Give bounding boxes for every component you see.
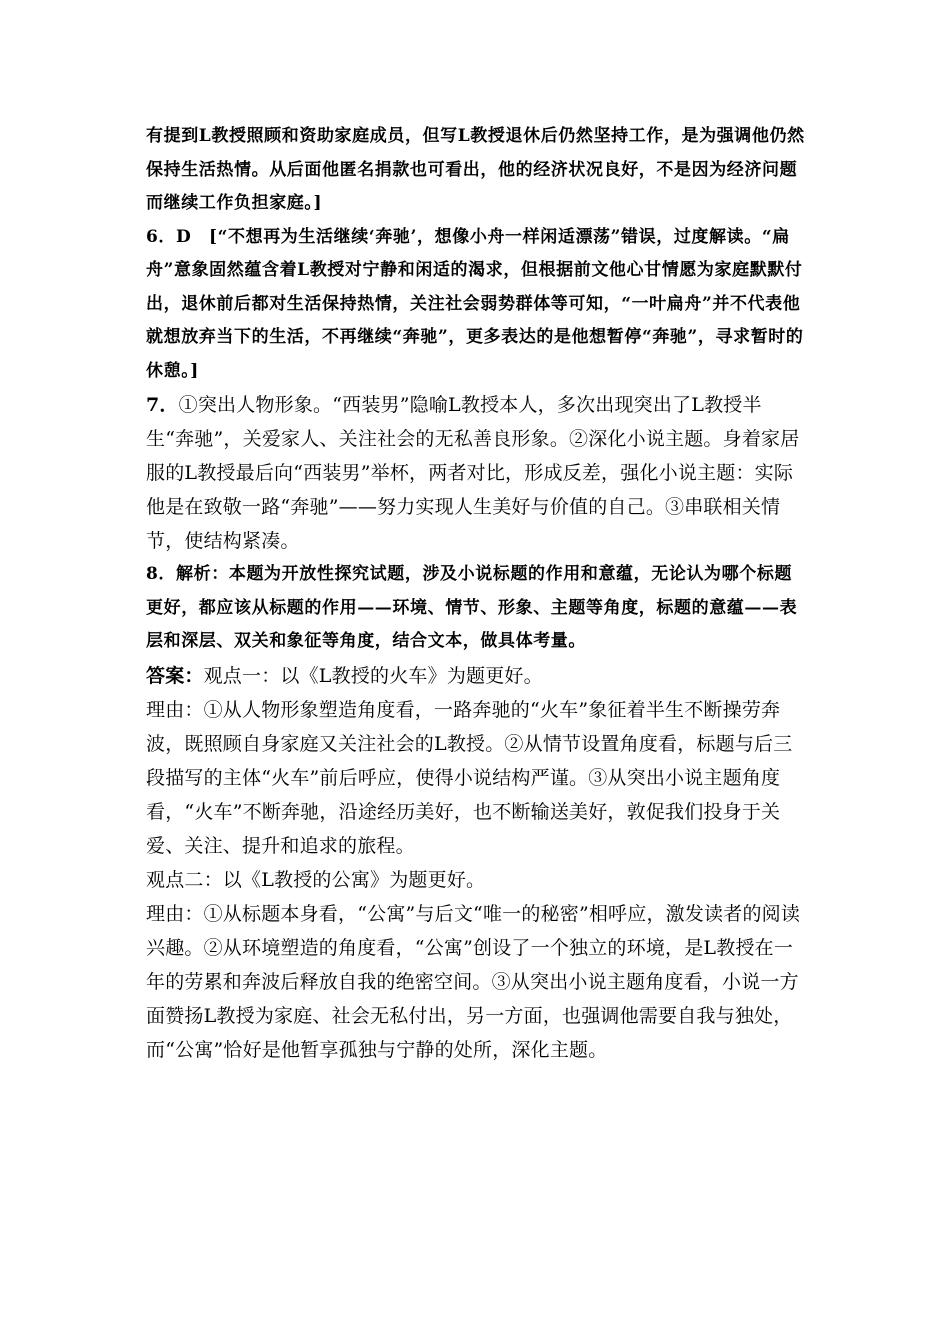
paragraph-text: 本题为开放性探究试题，涉及小说标题的作用和意蕴，无论认为哪个标题更好，都应该从标题的作用——环境、情节、形象、主题等角度，标题的意蕴——表层和深层、双关和象征等角度，结合文本，做具体考量。 <box>146 564 798 651</box>
answer-8-reason-1 <box>146 693 808 863</box>
answer-7 <box>146 388 808 558</box>
paragraph-text: [“不想再为生活继续‘奔驰’，想像小舟一样闲适漂荡”错误，过度解读。“扁舟”意象固然蕴含着L教授对宁静和闲适的渴求，但根据前文他心甘情愿为家庭默默付出，退休前后都对生活保持热情，关注社会弱势群体等可知，“一叶扁舟”并不代表他就想放弃当下的生活，不再继续“奔驰”，更多表达的是他想暂停“奔驰”，寻求暂时的休憩。] <box>146 226 804 381</box>
answer-document <box>146 120 808 1067</box>
paragraph-text: 观点二：以《L教授的公寓》为题更好。 <box>146 868 486 891</box>
paragraph-text: 有提到L教授照顾和资助家庭成员，但写L教授退休后仍然坚持工作，是为强调他仍然保持生活热情。从后面他匿名捐款也可看出，他的经济状况良好，不是因为经济问题而继续工作负担家庭。] <box>146 126 805 213</box>
answer-5-explanation-continued <box>146 120 808 221</box>
paragraph-text: 理由：①从标题本身看，“公寓”与后文“唯一的秘密”相呼应，激发读者的阅读兴趣。②从环境塑造的角度看，“公寓”创设了一个独立的环境，是L教授在一年的劳累和奔波后释放自我的绝密空间。③从突出小说主题角度看，小说一方面赞扬L教授为家庭、社会无私付出，另一方面，也强调他需要自我与独处，而“公寓”恰好是他暂享孤独与宁静的处所，深化主题。 <box>146 902 801 1061</box>
answer-8-viewpoint-2 <box>146 863 808 897</box>
question-number: 7． <box>146 394 179 416</box>
question-number: 8．解析： <box>146 564 229 584</box>
answer-8-analysis <box>146 558 808 659</box>
answer-label: 答案： <box>146 664 204 687</box>
paragraph-text: ①突出人物形象。“西装男”隐喻L教授本人，多次出现突出了L教授半生“奔驰”，关爱家人、关注社会的无私善良形象。②深化小说主题。身着家居服的L教授最后向“西装男”举杯，两者对比，形成反差，强化小说主题：实际他是在致敬一路“奔驰”——努力实现人生美好与价值的自己。③串联相关情节，使结构紧凑。 <box>146 394 800 552</box>
paragraph-text: 理由：①从人物形象塑造角度看，一路奔驰的“火车”象征着半生不断操劳奔波，既照顾自身家庭又关注社会的L教授。②从情节设置角度看，标题与后三段描写的主体“火车”前后呼应，使得小说结构严谨。③从突出小说主题角度看，“火车”不断奔驰，沿途经历美好，也不断输送美好，敦促我们投身于关爱、关注、提升和追求的旅程。 <box>146 698 793 857</box>
answer-8-viewpoint-1 <box>146 659 808 693</box>
answer-6 <box>146 221 808 389</box>
question-number: 6．D <box>146 226 209 247</box>
answer-8-reason-2 <box>146 897 808 1067</box>
paragraph-text: 观点一：以《L教授的火车》为题更好。 <box>203 664 543 687</box>
